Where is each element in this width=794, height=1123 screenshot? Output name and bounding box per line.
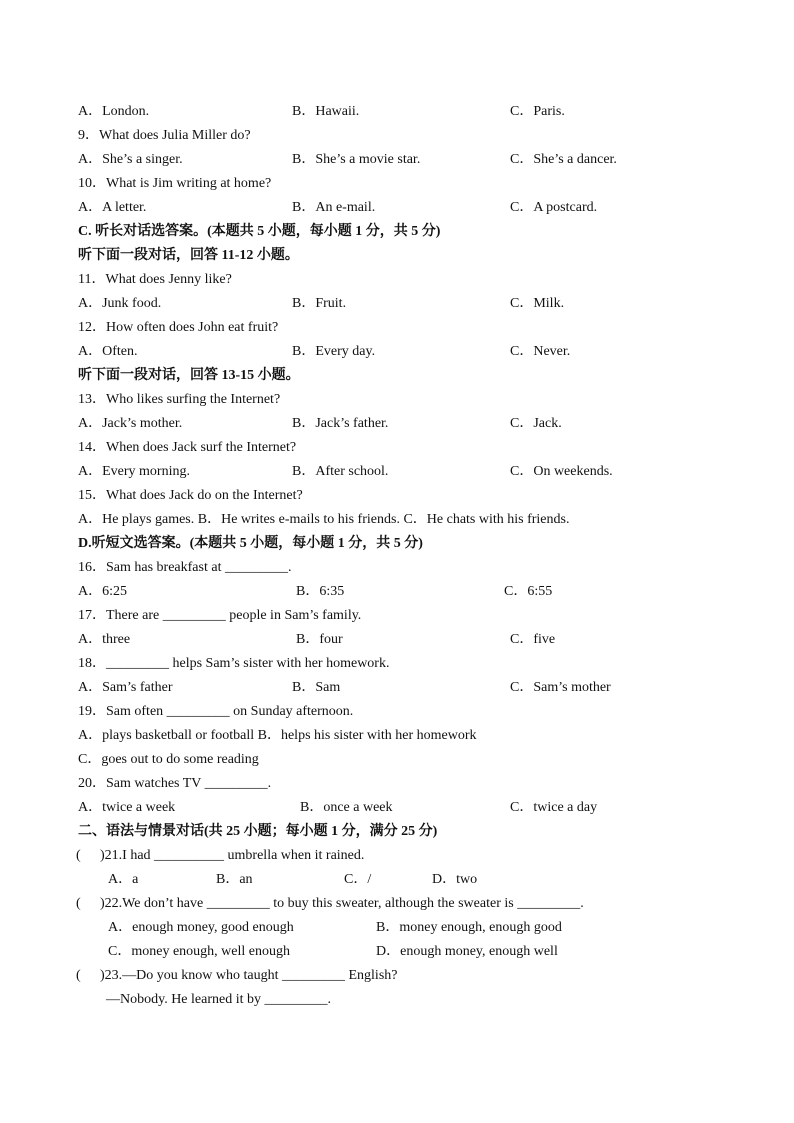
option-a: A．She’s a singer.	[78, 152, 183, 167]
option-b: B．An e-mail.	[292, 200, 376, 215]
option-a: A．Often.	[78, 344, 138, 359]
exam-line	[0, 388, 794, 412]
option-a: A．Junk food.	[78, 296, 162, 311]
section-heading: D.听短文选答案。(本题共 5 小题，每小题 1 分，共 5 分)	[78, 536, 423, 551]
exam-page	[0, 100, 794, 1012]
exam-line	[0, 628, 794, 652]
exam-line	[0, 172, 794, 196]
option-c: C．6:55	[504, 584, 553, 599]
question-text: C．goes out to do some reading	[78, 752, 259, 767]
exam-line	[0, 652, 794, 676]
exam-line	[0, 724, 794, 748]
exam-line	[0, 580, 794, 604]
question-text: A．plays basketball or football B．helps his sister with her homework	[78, 728, 477, 743]
option-a: A．London.	[78, 104, 150, 119]
option-a: A．Sam’s father	[78, 680, 173, 695]
question-text: 13．Who likes surfing the Internet?	[78, 392, 281, 407]
option-c: C．She’s a dancer.	[510, 152, 617, 167]
exam-line	[0, 220, 794, 244]
question-text: 17．There are _________ people in Sam’s family.	[78, 608, 362, 623]
option-a: A．a	[108, 872, 139, 887]
exam-line	[0, 436, 794, 460]
section-heading: 二、语法与情景对话(共 25 小题；每小题 1 分，满分 25 分)	[78, 824, 438, 839]
option-b: B．Sam	[292, 680, 341, 695]
exam-line	[0, 460, 794, 484]
question-text: 12．How often does John eat fruit?	[78, 320, 279, 335]
option-c: C．On weekends.	[510, 464, 613, 479]
question-text: )22.We don’t have _________ to buy this sweater, although the sweater is _________.	[100, 896, 584, 911]
exam-line	[0, 292, 794, 316]
section-heading: 听下面一段对话，回答 13-15 小题。	[78, 368, 300, 383]
dialogue-reply: —Nobody. He learned it by _________.	[106, 992, 331, 1007]
option-a: A．6:25	[78, 584, 127, 599]
question-text: 10．What is Jim writing at home?	[78, 176, 272, 191]
option-c: C．twice a day	[510, 800, 598, 815]
answer-bracket: (	[76, 896, 81, 911]
exam-line	[0, 484, 794, 508]
exam-line	[0, 820, 794, 844]
option-d: D．two	[432, 872, 478, 887]
question-text: 16．Sam has breakfast at _________.	[78, 560, 292, 575]
question-text: 19．Sam often _________ on Sunday afternoon.	[78, 704, 354, 719]
option-b: B．Jack’s father.	[292, 416, 389, 431]
option-b: B．She’s a movie star.	[292, 152, 421, 167]
question-text: )23.—Do you know who taught _________ English?	[100, 968, 398, 983]
exam-line	[0, 100, 794, 124]
exam-line	[0, 844, 794, 868]
option-c: C．Jack.	[510, 416, 562, 431]
question-text: 18．_________ helps Sam’s sister with her homework.	[78, 656, 390, 671]
exam-line	[0, 796, 794, 820]
option-b: B．once a week	[300, 800, 393, 815]
answer-bracket: (	[76, 848, 81, 863]
exam-line	[0, 340, 794, 364]
question-text: 14．When does Jack surf the Internet?	[78, 440, 297, 455]
option-left: A．enough money, good enough	[108, 920, 294, 935]
option-c: C．Never.	[510, 344, 571, 359]
exam-line	[0, 988, 794, 1012]
option-b: B．four	[296, 632, 343, 647]
option-c: C．/	[344, 872, 372, 887]
question-text: 20．Sam watches TV _________.	[78, 776, 272, 791]
exam-line	[0, 868, 794, 892]
option-c: C．five	[510, 632, 556, 647]
option-left: C．money enough, well enough	[108, 944, 290, 959]
section-heading: C. 听长对话选答案。(本题共 5 小题，每小题 1 分，共 5 分)	[78, 224, 441, 239]
exam-line	[0, 508, 794, 532]
option-c: C．A postcard.	[510, 200, 598, 215]
exam-line	[0, 412, 794, 436]
option-c: C．Sam’s mother	[510, 680, 611, 695]
question-text: 15．What does Jack do on the Internet?	[78, 488, 303, 503]
option-b: B．Fruit.	[292, 296, 347, 311]
question-text: )21.I had __________ umbrella when it rained.	[100, 848, 365, 863]
option-b: B．6:35	[296, 584, 345, 599]
exam-line	[0, 316, 794, 340]
exam-line	[0, 892, 794, 916]
option-c: C．Paris.	[510, 104, 565, 119]
section-heading: 听下面一段对话，回答 11-12 小题。	[78, 248, 299, 263]
exam-line	[0, 268, 794, 292]
option-b: B．Hawaii.	[292, 104, 360, 119]
exam-line	[0, 916, 794, 940]
option-a: A．Jack’s mother.	[78, 416, 183, 431]
option-right: D．enough money, enough well	[376, 944, 558, 959]
exam-line	[0, 532, 794, 556]
exam-line	[0, 124, 794, 148]
exam-line	[0, 940, 794, 964]
exam-line	[0, 700, 794, 724]
option-a: A．A letter.	[78, 200, 147, 215]
option-a: A．Every morning.	[78, 464, 190, 479]
option-b: B．After school.	[292, 464, 389, 479]
option-c: C．Milk.	[510, 296, 565, 311]
exam-line	[0, 364, 794, 388]
exam-line	[0, 604, 794, 628]
question-text: A．He plays games. B．He writes e-mails to his friends. C．He chats with his friends.	[78, 512, 570, 527]
exam-line	[0, 148, 794, 172]
exam-line	[0, 748, 794, 772]
question-text: 9．What does Julia Miller do?	[78, 128, 251, 143]
option-a: A．three	[78, 632, 131, 647]
exam-line	[0, 676, 794, 700]
option-b: B．an	[216, 872, 253, 887]
exam-line	[0, 772, 794, 796]
answer-bracket: (	[76, 968, 81, 983]
question-text: 11．What does Jenny like?	[78, 272, 232, 287]
option-b: B．Every day.	[292, 344, 376, 359]
exam-line	[0, 964, 794, 988]
exam-line	[0, 556, 794, 580]
option-right: B．money enough, enough good	[376, 920, 562, 935]
option-a: A．twice a week	[78, 800, 176, 815]
exam-line	[0, 196, 794, 220]
exam-line	[0, 244, 794, 268]
